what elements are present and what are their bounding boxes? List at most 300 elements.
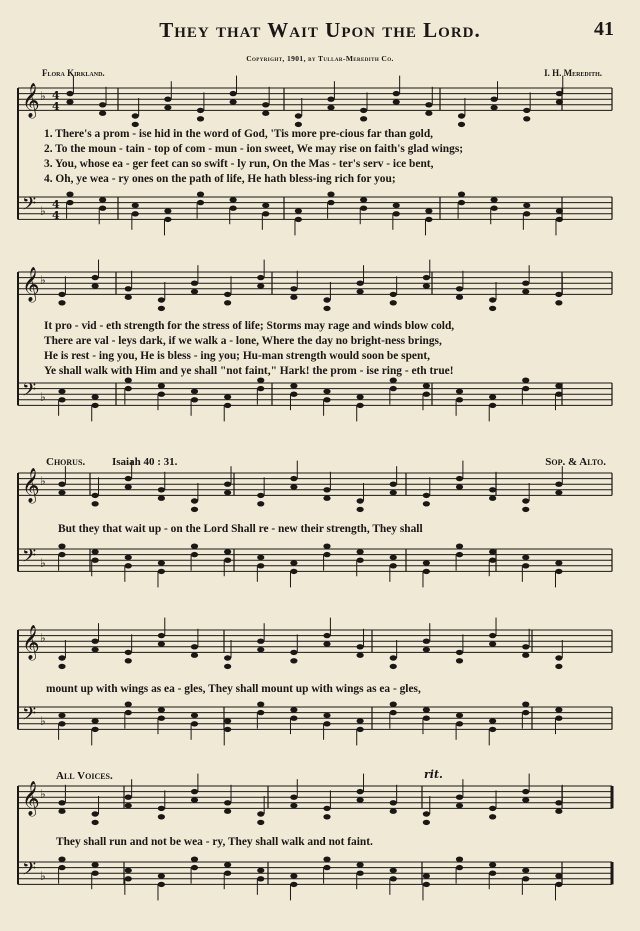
note-head [224, 871, 231, 876]
note-head [522, 653, 529, 658]
note-head [224, 862, 231, 867]
treble-staff-4 [18, 630, 612, 652]
note-head [522, 555, 529, 560]
note-head [58, 292, 65, 297]
note-head [357, 498, 364, 503]
note-head [58, 713, 65, 718]
note-head [164, 97, 171, 102]
note-head [390, 702, 397, 707]
note-head [425, 208, 432, 213]
note-head [423, 647, 430, 652]
note-head [425, 102, 432, 107]
note-head [224, 727, 231, 732]
note-head [158, 814, 165, 819]
note-head [458, 113, 465, 118]
verse-3-line-2: He is rest - ing you, He is bless - ing you; Hu-man strength would soon be spent, [44, 350, 430, 362]
note-head [323, 806, 330, 811]
note-head [224, 800, 231, 805]
note-head [257, 563, 264, 568]
note-head [191, 713, 198, 718]
note-head [423, 560, 430, 565]
note-head [224, 403, 231, 408]
note-head [158, 383, 165, 388]
note-head [555, 300, 562, 305]
note-head [390, 800, 397, 805]
note-head [158, 560, 165, 565]
flat-icon: ♭ [40, 631, 46, 645]
note-head [556, 217, 563, 222]
note-head [489, 487, 496, 492]
note-head [191, 281, 198, 286]
note-head [456, 476, 463, 481]
note-head [555, 809, 562, 814]
note-head [555, 482, 562, 487]
note-head [158, 806, 165, 811]
note-head [423, 707, 430, 712]
note-head [92, 862, 99, 867]
note-head [323, 487, 330, 492]
note-head [423, 392, 430, 397]
note-head [224, 655, 231, 660]
note-head [522, 563, 529, 568]
note-head [197, 108, 204, 113]
note-head [132, 122, 139, 127]
note-head [556, 91, 563, 96]
note-head [92, 501, 99, 506]
note-head [164, 217, 171, 222]
note-head [456, 865, 463, 870]
treble-clef-icon: 𝄞 [22, 267, 40, 302]
bass-staff-4 [18, 707, 612, 729]
note-head [158, 392, 165, 397]
note-head [66, 192, 73, 197]
note-head [58, 552, 65, 557]
time-signature-icon: 4 [52, 89, 60, 102]
note-head [191, 653, 198, 658]
note-head [393, 211, 400, 216]
note-head [423, 383, 430, 388]
note-head [158, 873, 165, 878]
treble-staff-5 [18, 786, 612, 808]
treble-staff-1 [18, 88, 612, 110]
note-head [423, 873, 430, 878]
note-head [390, 868, 397, 873]
note-head [197, 192, 204, 197]
verse-4-line-2: Ye shall walk with Him and ye shall "not faint," Hark! the prom - ise ring - eth true! [44, 365, 454, 377]
note-head [262, 203, 269, 208]
note-head [92, 820, 99, 825]
note-head [390, 655, 397, 660]
note-head [522, 702, 529, 707]
chorus-line-1: But they that wait up - on the Lord Shall re - new their strength, They shall [58, 523, 423, 535]
note-head [257, 555, 264, 560]
time-signature-icon: 4 [52, 198, 60, 211]
note-head [458, 200, 465, 205]
note-head [423, 283, 430, 288]
verse-2-line-1: 2. To the moun - tain - top of com - mun - ion sweet, We may rise on faith's glad wings; [44, 143, 464, 155]
note-head [99, 102, 106, 107]
note-head [556, 99, 563, 104]
note-head [295, 217, 302, 222]
note-head [489, 718, 496, 723]
note-head [555, 873, 562, 878]
bass-clef-icon: 𝄢 [22, 859, 37, 884]
note-head [357, 862, 364, 867]
note-head [262, 211, 269, 216]
verse-2-line-2: There are val - leys dark, if we walk a - lone, Where the day no bright-ness brings, [44, 335, 442, 347]
note-head [456, 389, 463, 394]
note-head [92, 493, 99, 498]
note-head [522, 710, 529, 715]
note-head [423, 501, 430, 506]
flat-icon: ♭ [40, 204, 46, 218]
note-head [191, 397, 198, 402]
note-head [522, 876, 529, 881]
flat-icon: ♭ [40, 89, 46, 103]
note-head [327, 105, 334, 110]
note-head [125, 803, 132, 808]
note-head [92, 727, 99, 732]
note-head [357, 289, 364, 294]
note-head [58, 490, 65, 495]
note-head [257, 820, 264, 825]
note-head [357, 727, 364, 732]
note-head [555, 655, 562, 660]
note-head [230, 99, 237, 104]
flat-icon: ♭ [40, 556, 46, 570]
note-head [489, 496, 496, 501]
note-head [262, 111, 269, 116]
note-head [489, 549, 496, 554]
note-head [360, 197, 367, 202]
note-head [295, 122, 302, 127]
note-head [489, 633, 496, 638]
note-head [66, 91, 73, 96]
note-head [390, 563, 397, 568]
note-head [92, 639, 99, 644]
note-head [290, 795, 297, 800]
note-head [58, 482, 65, 487]
note-head [323, 297, 330, 302]
note-head [164, 105, 171, 110]
note-head [390, 482, 397, 487]
copyright-notice: Copyright, 1901, by Tullar-Meredith Co. [246, 54, 394, 63]
scripture-reference: Isaiah 40 : 31. [112, 456, 178, 468]
note-head [425, 111, 432, 116]
note-head [390, 876, 397, 881]
note-head [393, 91, 400, 96]
note-head [357, 871, 364, 876]
note-head [125, 563, 132, 568]
note-head [360, 206, 367, 211]
note-head [290, 569, 297, 574]
note-head [425, 217, 432, 222]
note-head [257, 811, 264, 816]
note-head [390, 809, 397, 814]
note-head [158, 633, 165, 638]
note-head [323, 857, 330, 862]
flat-icon: ♭ [40, 869, 46, 883]
note-head [456, 484, 463, 489]
note-head [58, 721, 65, 726]
note-head [456, 713, 463, 718]
note-head [224, 300, 231, 305]
note-head [522, 797, 529, 802]
note-head [423, 493, 430, 498]
note-head [393, 99, 400, 104]
note-head [191, 507, 198, 512]
note-head [555, 560, 562, 565]
time-signature-icon: 4 [52, 209, 60, 222]
note-head [99, 111, 106, 116]
note-head [290, 392, 297, 397]
note-head [295, 208, 302, 213]
note-head [191, 797, 198, 802]
note-head [522, 289, 529, 294]
note-head [191, 389, 198, 394]
note-head [92, 647, 99, 652]
note-head [125, 484, 132, 489]
note-head [230, 91, 237, 96]
note-head [125, 702, 132, 707]
note-head [423, 820, 430, 825]
note-head [555, 664, 562, 669]
note-head [522, 498, 529, 503]
note-head [257, 702, 264, 707]
note-head [357, 797, 364, 802]
note-head [125, 476, 132, 481]
note-head [423, 275, 430, 280]
note-head [423, 811, 430, 816]
note-head [290, 286, 297, 291]
note-head [489, 862, 496, 867]
note-head [125, 795, 132, 800]
note-head [360, 108, 367, 113]
note-head [357, 403, 364, 408]
note-head [58, 300, 65, 305]
note-head [132, 203, 139, 208]
note-head [92, 718, 99, 723]
note-head [290, 716, 297, 721]
note-head [290, 484, 297, 489]
note-head [224, 809, 231, 814]
flat-icon: ♭ [40, 273, 46, 287]
note-head [158, 882, 165, 887]
note-head [323, 552, 330, 557]
note-head [555, 716, 562, 721]
note-head [522, 868, 529, 873]
all-voices-label: All Voices. [56, 770, 113, 782]
note-head [257, 275, 264, 280]
note-head [522, 378, 529, 383]
verse-3-line-1: 3. You, whose ea - ger feet can so swift - ly run, On the Mas - ter's serv - ice bent, [44, 158, 434, 170]
note-head [158, 487, 165, 492]
note-head [125, 650, 132, 655]
note-head [323, 713, 330, 718]
note-head [390, 300, 397, 305]
note-head [357, 789, 364, 794]
note-head [489, 297, 496, 302]
note-head [456, 397, 463, 402]
note-head [423, 716, 430, 721]
note-head [522, 507, 529, 512]
note-head [357, 394, 364, 399]
bass-clef-icon: 𝄢 [22, 546, 37, 571]
note-head [58, 544, 65, 549]
flat-icon: ♭ [40, 474, 46, 488]
note-head [125, 555, 132, 560]
time-signature-icon: 4 [52, 100, 60, 113]
note-head [224, 292, 231, 297]
note-head [125, 286, 132, 291]
bass-clef-icon: 𝄢 [22, 704, 37, 729]
note-head [257, 501, 264, 506]
note-head [191, 644, 198, 649]
note-head [125, 386, 132, 391]
note-head [523, 211, 530, 216]
bass-clef-icon: 𝄢 [22, 194, 37, 219]
note-head [522, 281, 529, 286]
note-head [125, 876, 132, 881]
note-head [456, 857, 463, 862]
note-head [390, 710, 397, 715]
note-head [323, 721, 330, 726]
note-head [456, 650, 463, 655]
note-head [489, 727, 496, 732]
note-head [390, 378, 397, 383]
note-head [489, 814, 496, 819]
note-head [390, 664, 397, 669]
note-head [323, 397, 330, 402]
note-head [357, 549, 364, 554]
note-head [191, 857, 198, 862]
note-head [99, 206, 106, 211]
composer-credit: I. H. Meredith. [544, 68, 602, 78]
flat-icon: ♭ [40, 787, 46, 801]
note-head [390, 386, 397, 391]
verse-1-line-2: It pro - vid - eth strength for the stress of life; Storms may rage and winds blow cold, [44, 320, 455, 332]
note-head [456, 544, 463, 549]
note-head [92, 811, 99, 816]
note-head [456, 658, 463, 663]
note-head [456, 795, 463, 800]
note-head [99, 197, 106, 202]
note-head [257, 283, 264, 288]
note-head [125, 658, 132, 663]
note-head [158, 306, 165, 311]
note-head [555, 800, 562, 805]
note-head [522, 386, 529, 391]
chorus-label: Chorus. [46, 456, 86, 468]
note-head [191, 789, 198, 794]
chorus-line-3: They shall run and not be wea - ry, They shall walk and not faint. [56, 836, 373, 848]
note-head [423, 639, 430, 644]
note-head [290, 658, 297, 663]
note-head [191, 865, 198, 870]
note-head [327, 200, 334, 205]
note-head [257, 639, 264, 644]
note-head [66, 99, 73, 104]
note-head [132, 113, 139, 118]
note-head [323, 544, 330, 549]
note-head [327, 97, 334, 102]
note-head [323, 814, 330, 819]
note-head [257, 378, 264, 383]
note-head [423, 569, 430, 574]
note-head [92, 403, 99, 408]
note-head [158, 716, 165, 721]
note-head [92, 558, 99, 563]
note-head [491, 97, 498, 102]
note-head [523, 116, 530, 121]
bass-staff-2 [18, 383, 612, 405]
note-head [323, 641, 330, 646]
note-head [158, 641, 165, 646]
note-head [92, 394, 99, 399]
note-head [257, 647, 264, 652]
note-head [555, 882, 562, 887]
note-head [357, 558, 364, 563]
note-head [456, 721, 463, 726]
note-head [92, 283, 99, 288]
note-head [224, 549, 231, 554]
note-head [489, 403, 496, 408]
note-head [58, 857, 65, 862]
note-head [191, 721, 198, 726]
note-head [522, 644, 529, 649]
note-head [191, 552, 198, 557]
note-head [489, 806, 496, 811]
note-head [158, 496, 165, 501]
note-head [555, 707, 562, 712]
note-head [393, 203, 400, 208]
note-head [224, 490, 231, 495]
flat-icon: ♭ [40, 390, 46, 404]
note-head [390, 292, 397, 297]
note-head [390, 555, 397, 560]
note-head [257, 493, 264, 498]
note-head [257, 868, 264, 873]
note-head [323, 306, 330, 311]
note-head [224, 394, 231, 399]
note-head [458, 192, 465, 197]
note-head [327, 192, 334, 197]
note-head [323, 389, 330, 394]
treble-staff-3 [18, 473, 612, 495]
treble-clef-icon: 𝄞 [22, 781, 40, 816]
note-head [158, 707, 165, 712]
note-head [158, 569, 165, 574]
note-head [230, 197, 237, 202]
note-head [92, 275, 99, 280]
treble-clef-icon: 𝄞 [22, 83, 40, 118]
note-head [456, 803, 463, 808]
note-head [555, 392, 562, 397]
note-head [58, 809, 65, 814]
verse-1-line-1: 1. There's a prom - ise hid in the word of God, 'Tis more pre-cious far than gold, [44, 128, 433, 140]
note-head [290, 803, 297, 808]
note-head [357, 644, 364, 649]
note-head [556, 208, 563, 213]
note-head [290, 873, 297, 878]
note-head [357, 507, 364, 512]
note-head [489, 306, 496, 311]
note-head [191, 498, 198, 503]
note-head [357, 718, 364, 723]
note-head [290, 650, 297, 655]
flat-icon: ♭ [40, 714, 46, 728]
note-head [191, 544, 198, 549]
